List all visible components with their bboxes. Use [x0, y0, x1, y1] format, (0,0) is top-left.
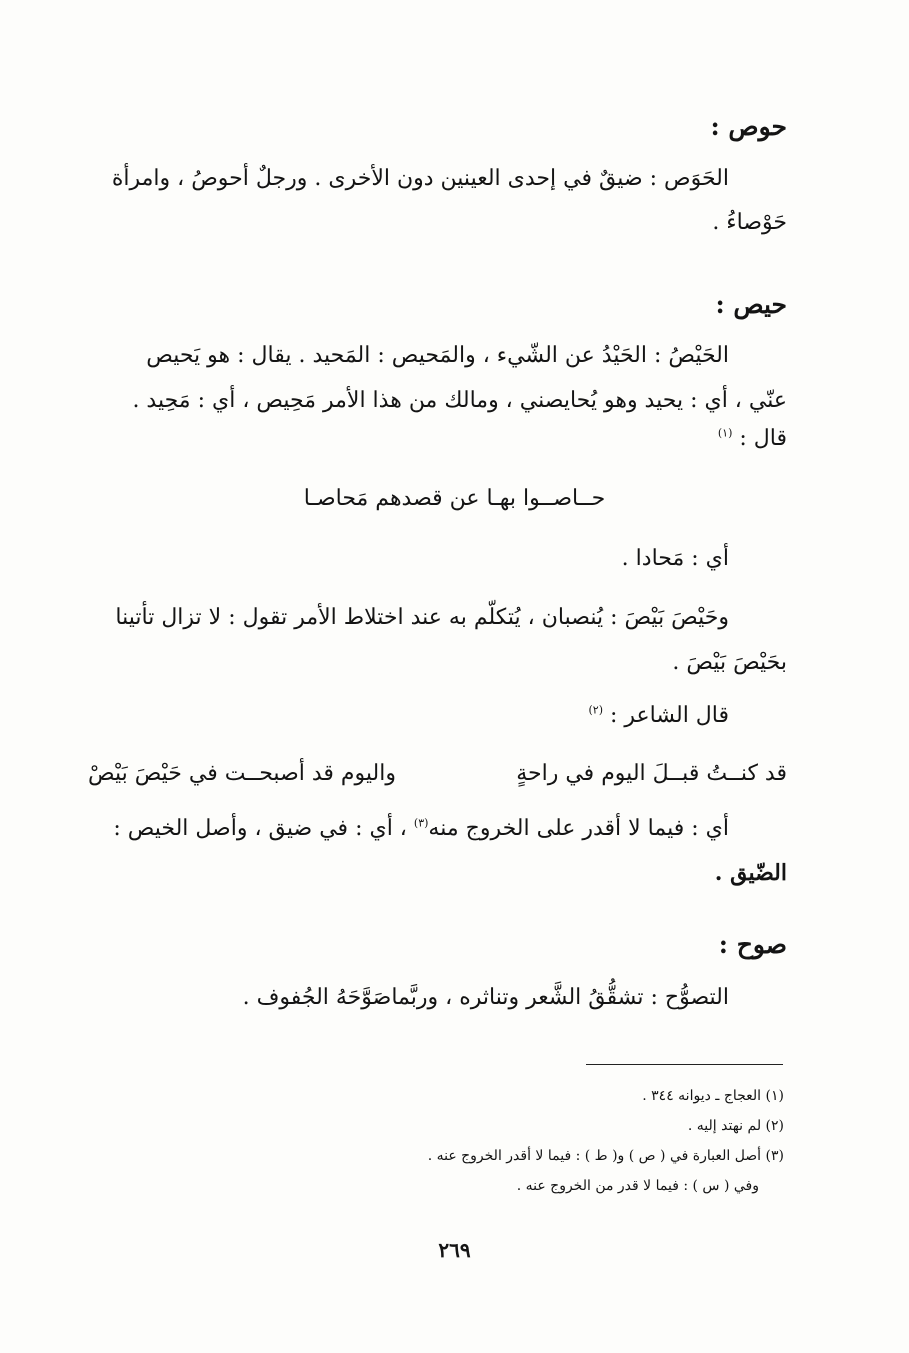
- footnote-rule: [586, 1064, 783, 1065]
- quote-intro-line: قال : $^{(١)}$: [717, 426, 787, 451]
- definition-line: بحَيْصَ بَيْصَ .: [672, 650, 787, 675]
- footnote-marker: (٢): [588, 703, 603, 717]
- definition-line: حَوْصاءُ .: [712, 210, 787, 235]
- gloss-line: الضّيق .: [714, 860, 787, 886]
- verse-hemistich-right: قد كنــتُ قبــلَ اليوم في راحةٍ: [516, 761, 787, 786]
- footnote-3: (٣) أصل العبارة في ( ص ) و( ط ) : فيما لا أقدر الخروج عنه .: [427, 1148, 784, 1164]
- poet-intro-line: قال الشاعر : $^{(٢)}$: [588, 703, 729, 728]
- footnote-marker: (١): [717, 426, 733, 440]
- definition-line: عنّي ، أي : يحيد وهو يُحايصني ، ومالك من هذا الأمر مَحِيص ، أي : مَحِيد .: [132, 388, 787, 413]
- gloss-line: أي : فيما لا أقدر على الخروج منه$^{(٣)}$ ، أي : في ضيق ، وأصل الخيص :: [113, 816, 729, 841]
- definition-line: الحَيْصُ : الحَيْدُ عن الشّيء ، والمَحيص : المَحيد . يقال : هو يَحيص: [146, 343, 729, 368]
- footnote-2: (٢) لم نهتد إليه .: [687, 1118, 784, 1134]
- footnote-3-continued: وفي ( س ) : فيما لا قدر من الخروج عنه .: [516, 1178, 759, 1194]
- verse-line: حــاصــوا بهـا عن قصدهم مَحاصـا: [303, 486, 606, 511]
- definition-line: الحَوَص : ضيقٌ في إحدى العينين دون الأخرى . ورجلٌ أحوصُ ، وامرأة: [111, 166, 729, 191]
- headword-sawah: صوح :: [718, 930, 787, 959]
- page-number: ٢٦٩: [438, 1238, 471, 1262]
- verse-hemistich-left: واليوم قد أصبحــت في حَيْصَ بَيْصْ: [88, 761, 396, 786]
- headword-hays: حيص :: [715, 290, 787, 319]
- definition-line: وحَيْصَ بَيْصَ : يُنصبان ، يُتكلّم به عند اختلاط الأمر تقول : لا تزال تأتينا: [115, 605, 729, 630]
- headword-hawas: حوص :: [710, 112, 787, 141]
- definition-line: التصوُّح : تشقُّقُ الشَّعر وتناثره ، وربَّماصَوَّحَهُ الجُفوف .: [242, 985, 729, 1010]
- gloss-line: أي : مَحادا .: [621, 546, 729, 571]
- footnote-marker: (٣): [413, 816, 429, 830]
- footnote-1: (١) العجاج ـ ديوانه ٣٤٤ .: [642, 1088, 784, 1104]
